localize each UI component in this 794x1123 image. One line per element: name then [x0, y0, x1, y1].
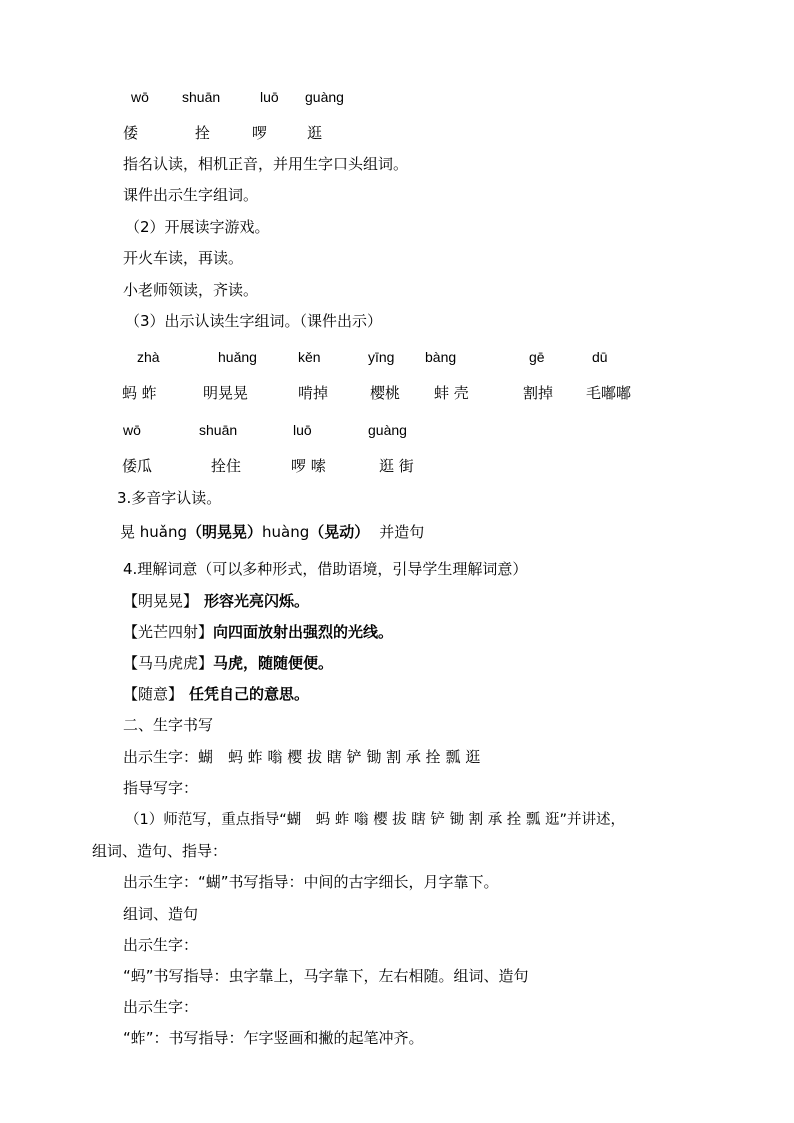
- pinyin: shuān: [182, 89, 221, 105]
- definition-meaning: 马虎，随随便便。: [213, 654, 334, 672]
- paragraph: 小老师领读，齐读。: [123, 281, 259, 299]
- definition-item: [123, 623, 393, 641]
- pinyin: wō: [123, 422, 141, 438]
- char: 拴: [195, 124, 211, 142]
- definition-term: 【光芒四射】: [123, 623, 214, 641]
- paragraph: “蚂”书写指导：虫字靠上，马字靠下，左右相随。组词、造句: [123, 967, 529, 985]
- char: 倭: [123, 124, 139, 142]
- polyphone-reading: huàng: [262, 523, 310, 541]
- pinyin: kěn: [298, 349, 321, 365]
- section-heading: 4.理解词意（可以多种形式，借助语境，引导学生理解词意）: [123, 560, 528, 578]
- polyphone-line: [120, 523, 424, 541]
- pinyin: shuān: [199, 422, 238, 438]
- word: 樱桃: [370, 384, 401, 402]
- pinyin: gē: [529, 349, 545, 365]
- pinyin: huǎng: [218, 349, 257, 365]
- pinyin: yīng: [368, 349, 395, 365]
- instruction-text: 并造句: [379, 523, 425, 541]
- pinyin: guàng: [305, 89, 344, 105]
- definition-term: 【马马虎虎】: [123, 654, 214, 672]
- word: 蚂 蚱: [122, 384, 157, 402]
- definition-meaning: 任凭自己的意思。: [189, 685, 310, 703]
- definition-meaning: 向四面放射出强烈的光线。: [213, 623, 394, 641]
- word: 逛 街: [379, 457, 414, 475]
- pinyin: wō: [131, 89, 149, 105]
- definition-term: 【明晃晃】: [123, 592, 199, 610]
- pinyin: bàng: [425, 349, 457, 365]
- paragraph: （3）出示认读生字组词。（课件出示）: [125, 312, 383, 330]
- paragraph: 指导写字：: [123, 779, 199, 797]
- polyphone-word: （晃动）: [309, 523, 370, 541]
- word: 割掉: [523, 384, 554, 402]
- paragraph: （1）师范写，重点指导“蝴 蚂 蚱 嗡 樱 拔 瞎 铲 锄 割 承 拴 瓢 逛”并讲述，: [125, 812, 626, 828]
- pinyin: luō: [293, 422, 312, 438]
- definition-meaning: 形容光亮闪烁。: [204, 592, 310, 610]
- word: 啰 嗦: [291, 457, 326, 475]
- word: 毛嘟嘟: [586, 384, 632, 402]
- paragraph: 指名认读，相机正音，并用生字口头组词。: [123, 155, 409, 173]
- pinyin: dū: [592, 349, 608, 365]
- pinyin: guàng: [368, 422, 407, 438]
- paragraph: 出示生字：蝴 蚂 蚱 嗡 樱 拔 瞎 铲 锄 割 承 拴 瓢 逛: [123, 748, 481, 766]
- pinyin: zhà: [137, 349, 160, 365]
- definition-item: [123, 654, 333, 672]
- polyphone-reading: 晃 huǎng: [120, 523, 188, 541]
- word: 拴住: [211, 457, 242, 475]
- polyphone-word: （明晃晃）: [187, 523, 263, 541]
- paragraph: “蚱”：书写指导：乍字竖画和撇的起笔冲齐。: [123, 1029, 424, 1047]
- word: 蚌 壳: [434, 384, 469, 402]
- paragraph: 组词、造句、指导：: [92, 842, 228, 860]
- definition-item: [123, 592, 309, 610]
- section-heading: 二、生字书写: [123, 716, 214, 734]
- section-heading: 3.多音字认读。: [117, 489, 222, 507]
- paragraph: 课件出示生字组词。: [123, 186, 259, 204]
- paragraph: （2）开展读字游戏。: [125, 218, 270, 236]
- paragraph: 出示生字：“蝴”书写指导：中间的古字细长，月字靠下。: [123, 873, 499, 891]
- paragraph: 开火车读，再读。: [123, 249, 244, 267]
- definition-term: 【随意】: [123, 685, 184, 703]
- word: 明晃晃: [203, 384, 249, 402]
- pinyin: luō: [260, 89, 279, 105]
- paragraph: 出示生字：: [123, 936, 199, 954]
- word: 啃掉: [298, 384, 329, 402]
- char: 啰: [252, 124, 268, 142]
- definition-item: [123, 685, 309, 703]
- paragraph: 组词、造句: [123, 905, 199, 923]
- word: 倭瓜: [122, 457, 153, 475]
- char: 逛: [307, 124, 323, 142]
- paragraph: 出示生字：: [123, 998, 199, 1016]
